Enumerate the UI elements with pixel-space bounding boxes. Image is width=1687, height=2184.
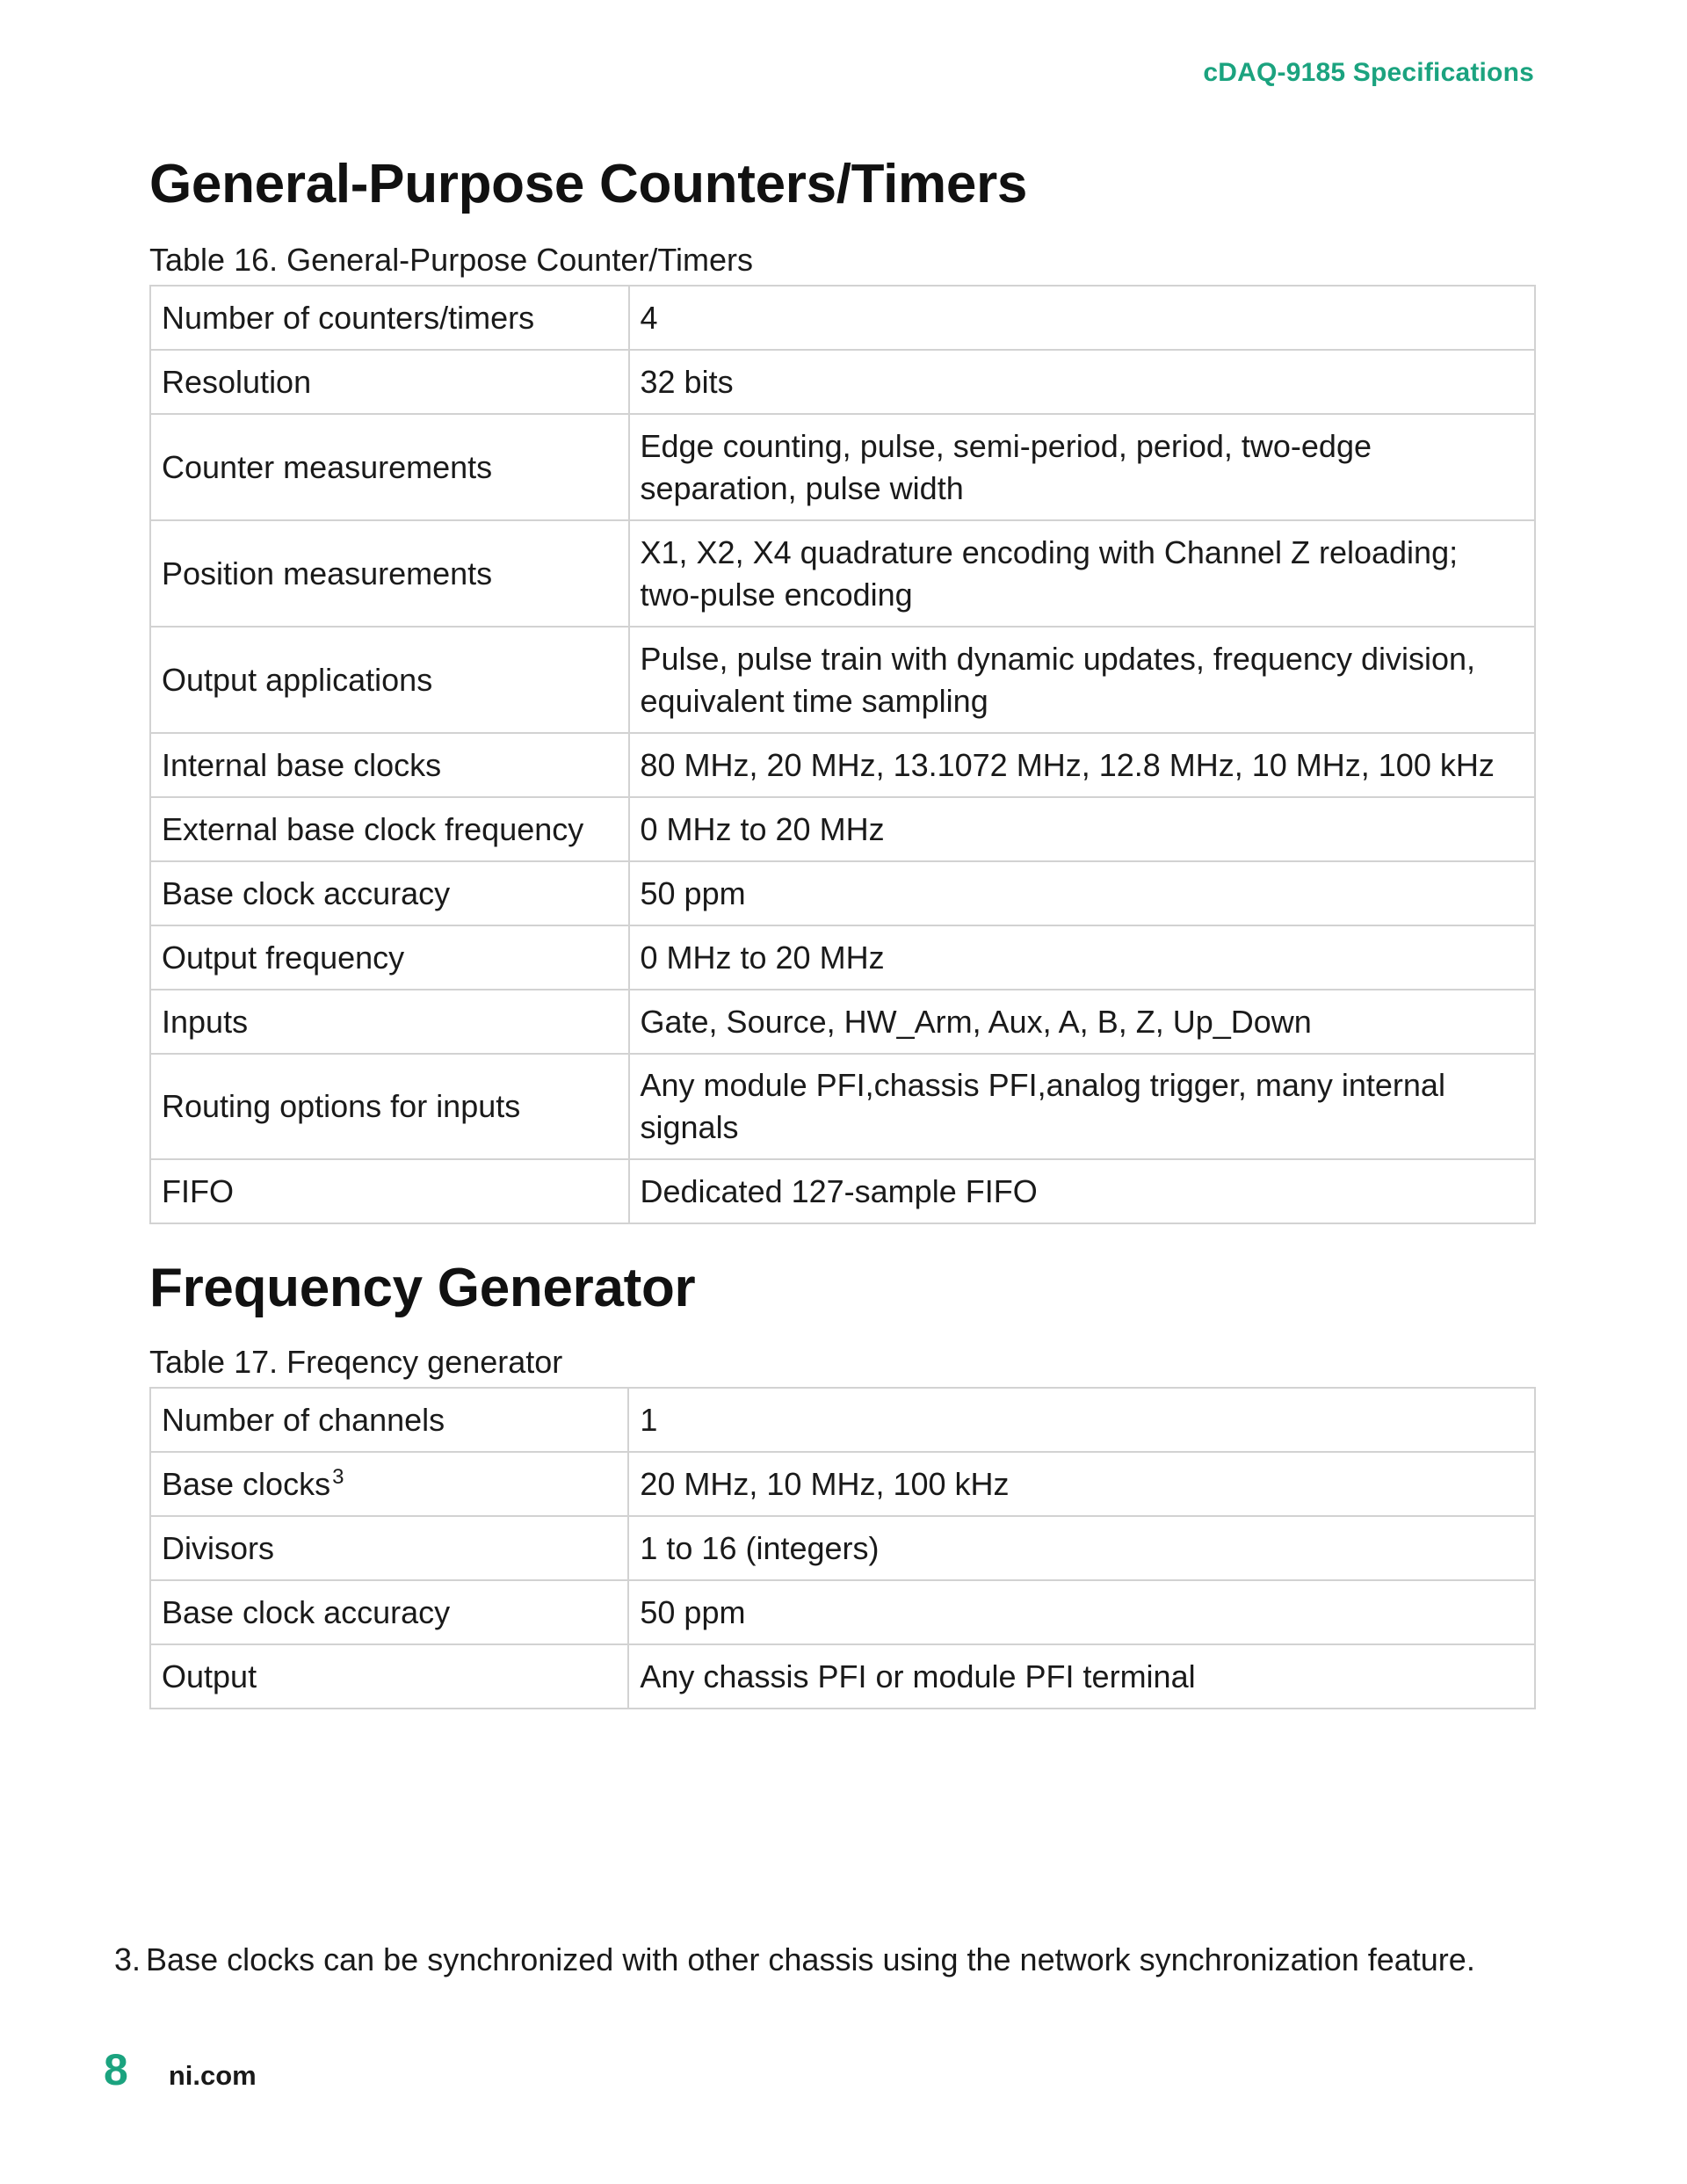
spec-label: Number of counters/timers (150, 286, 629, 350)
spec-value: 0 MHz to 20 MHz (629, 925, 1536, 990)
spec-value: Gate, Source, HW_Arm, Aux, A, B, Z, Up_Down (629, 990, 1536, 1054)
spec-table-counters (149, 285, 1536, 1224)
table-row (150, 1452, 1535, 1516)
spec-label: Routing options for inputs (150, 1054, 629, 1159)
spec-value: Dedicated 127-sample FIFO (629, 1159, 1536, 1223)
spec-value: 4 (629, 286, 1536, 350)
running-header: cDAQ-9185 Specifications (1203, 58, 1534, 87)
spec-value: Pulse, pulse train with dynamic updates, frequency division, equivalent time sampling (629, 627, 1536, 733)
spec-label: Base clock accuracy (150, 861, 629, 925)
spec-value: Edge counting, pulse, semi-period, period, two-edge separation, pulse width (629, 414, 1536, 520)
spec-value: 1 to 16 (integers) (628, 1516, 1535, 1580)
site-link[interactable]: ni.com (168, 2060, 257, 2091)
footnote-ref[interactable]: 3 (332, 1464, 344, 1489)
spec-value: Any module PFI,chassis PFI,analog trigger, many internal signals (629, 1054, 1536, 1159)
table-row (150, 1580, 1535, 1644)
table-row (150, 1159, 1535, 1223)
spec-value: 32 bits (629, 350, 1536, 414)
table-row (150, 797, 1535, 861)
section-heading: Frequency Generator (149, 1258, 696, 1318)
spec-label: Output applications (150, 627, 629, 733)
table-caption: Table 17. Freqency generator (149, 1344, 563, 1380)
spec-value: X1, X2, X4 quadrature encoding with Channel Z reloading; two-pulse encoding (629, 520, 1536, 627)
spec-label: External base clock frequency (150, 797, 629, 861)
page-number: 8 (104, 2045, 128, 2094)
footnote (114, 1939, 1475, 1981)
spec-label: Position measurements (150, 520, 629, 627)
spec-label: Base clock accuracy (150, 1580, 628, 1644)
table-row (150, 861, 1535, 925)
page-footer (104, 2044, 257, 2095)
table-caption: Table 16. General-Purpose Counter/Timers (149, 242, 753, 278)
table-row (150, 1516, 1535, 1580)
section-counters-timers (149, 151, 1536, 1224)
spec-label: FIFO (150, 1159, 629, 1223)
spec-label-with-footnote (150, 1452, 628, 1516)
table-row (150, 733, 1535, 797)
spec-value: 20 MHz, 10 MHz, 100 kHz (628, 1452, 1535, 1516)
spec-table-frequency-generator (149, 1387, 1536, 1709)
spec-value: Any chassis PFI or module PFI terminal (628, 1644, 1535, 1709)
table-row (150, 925, 1535, 990)
spec-value: 0 MHz to 20 MHz (629, 797, 1536, 861)
table-row (150, 1388, 1535, 1452)
spec-label-text: Base clocks (162, 1465, 331, 1502)
spec-label: Output (150, 1644, 628, 1709)
spec-value: 1 (628, 1388, 1535, 1452)
spec-label: Output frequency (150, 925, 629, 990)
spec-label: Divisors (150, 1516, 628, 1580)
table-row (150, 520, 1535, 627)
table-row (150, 350, 1535, 414)
spec-label: Counter measurements (150, 414, 629, 520)
footnote-text: Base clocks can be synchronized with other chassis using the network synchronization feature. (146, 1941, 1475, 1977)
table-row (150, 1054, 1535, 1159)
table-row (150, 627, 1535, 733)
table-row (150, 414, 1535, 520)
section-frequency-generator (149, 1255, 1536, 1709)
spec-value: 50 ppm (628, 1580, 1535, 1644)
spec-label: Internal base clocks (150, 733, 629, 797)
table-row (150, 990, 1535, 1054)
footnote-number: 3. (114, 1941, 141, 1977)
table-row (150, 286, 1535, 350)
table-row (150, 1644, 1535, 1709)
spec-value: 80 MHz, 20 MHz, 13.1072 MHz, 12.8 MHz, 10 MHz, 100 kHz (629, 733, 1536, 797)
spec-label: Inputs (150, 990, 629, 1054)
spec-value: 50 ppm (629, 861, 1536, 925)
section-heading: General-Purpose Counters/Timers (149, 154, 1028, 214)
spec-label: Number of channels (150, 1388, 628, 1452)
spec-label: Resolution (150, 350, 629, 414)
